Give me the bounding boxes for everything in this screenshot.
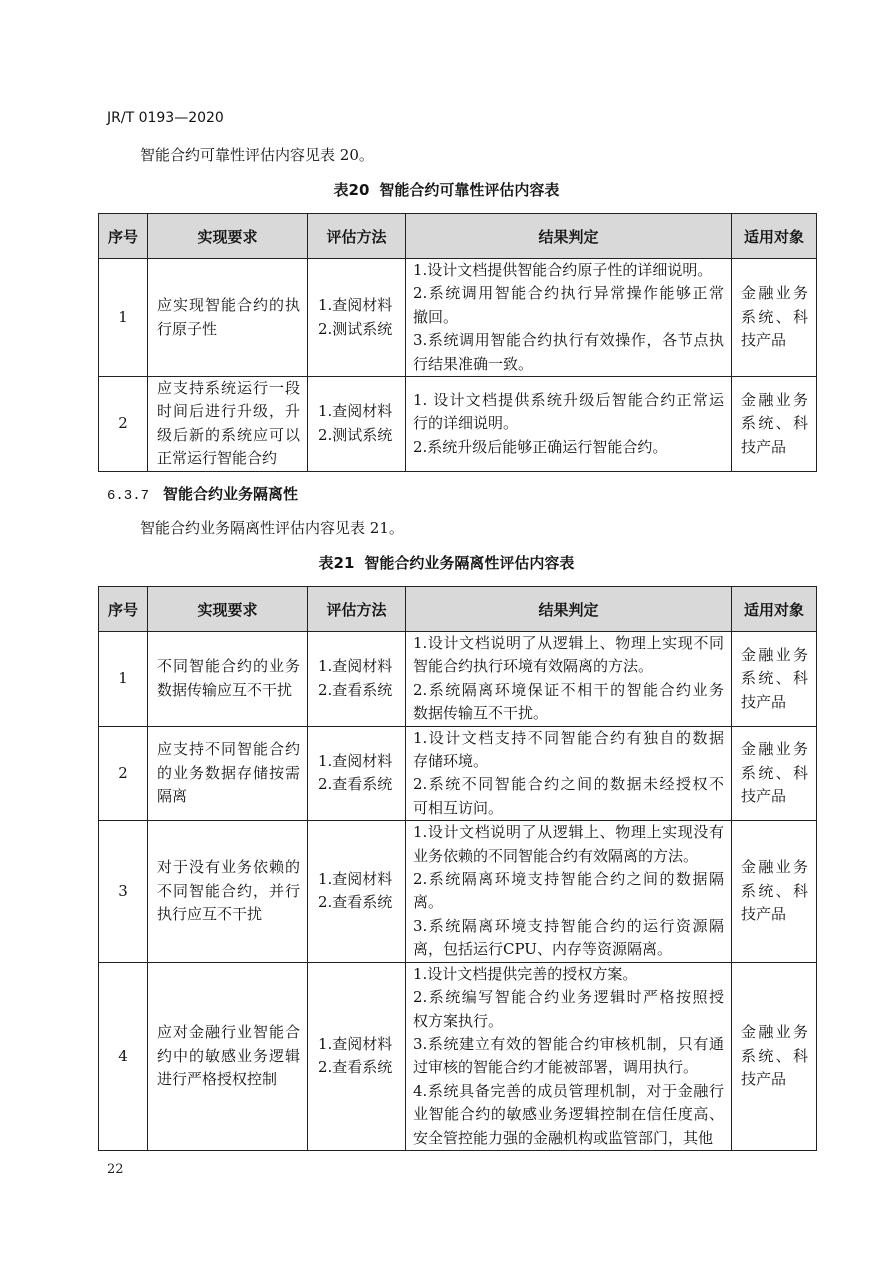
result-line: 智能合约执行环境有效隔离的方法。 [413,657,654,676]
target-line: 金融业务 [741,284,808,303]
requirement-cell [148,962,308,1150]
method-cell [308,962,406,1150]
table20-caption-label: 表20 [333,181,370,199]
table21-caption-label: 表21 [318,554,355,572]
target-line: 系统、科 [741,669,808,688]
target-cell [732,726,817,821]
result-line: 3.系统调用智能合约执行有效操作，各节点执 [413,331,724,350]
target-line: 技产品 [741,331,787,350]
table-row [99,259,817,377]
requirement-line: 约中的敏感业务逻辑 [157,1046,300,1065]
column-header-method: 评估方法 [308,587,406,632]
target-line: 系统、科 [741,414,808,433]
target-line: 技产品 [741,1070,787,1089]
requirement-line: 数据传输应互不干扰 [157,680,293,699]
requirement-line: 进行严格授权控制 [157,1070,278,1089]
result-line: 数据传输互不干扰。 [413,704,549,723]
method-line: 2.查看系统 [318,1058,393,1077]
requirement-line: 对于没有业务依赖的 [157,858,300,877]
target-cell [732,632,817,727]
section-number: 6.3.7 [107,488,150,504]
table21-isolation [98,586,817,1151]
table-row [99,726,817,821]
requirement-line: 正常运行智能合约 [157,449,278,468]
result-line: 离，包括运行CPU、内存等资源隔离。 [413,940,672,959]
requirement-line: 应对金融行业智能合 [157,1023,300,1042]
table20-caption-title: 智能合约可靠性评估内容表 [379,181,560,199]
requirement-line: 应实现智能合约的执 [157,296,300,315]
row-number: 1 [118,307,128,326]
requirement-line: 不同智能合约，并行 [157,881,300,900]
method-line: 1.查阅材料 [318,752,393,771]
result-line: 4.系统具备完善的成员管理机制，对于金融行 [413,1081,724,1100]
target-line: 金融业务 [741,645,808,664]
column-header-method: 评估方法 [308,214,406,259]
requirement-line: 级后新的系统应可以 [157,425,300,444]
column-header-requirement: 实现要求 [148,587,308,632]
target-cell [732,821,817,962]
method-line: 1.查阅材料 [318,657,393,676]
section-heading [107,483,298,507]
row-number: 2 [118,763,128,782]
result-line: 2.系统不同智能合约之间的数据未经授权不 [413,775,724,794]
column-header-result: 结果判定 [406,214,732,259]
result-line: 权方案执行。 [413,1011,504,1030]
target-line: 系统、科 [741,307,808,326]
row-number: 1 [118,669,128,688]
result-line: 业智能合约的敏感业务逻辑控制在信任度高、 [413,1105,724,1124]
column-header-requirement: 实现要求 [148,214,308,259]
target-cell [732,377,817,472]
requirement-cell [148,259,308,377]
result-line: 3.系统隔离环境支持智能合约的运行资源隔 [413,916,724,935]
method-line: 2.查看系统 [318,775,393,794]
page-number: 22 [107,1162,124,1177]
table20-reliability [98,213,817,472]
requirement-line: 不同智能合约的业务 [157,657,300,676]
table20-caption [0,179,893,201]
result-cell [406,726,732,821]
requirement-line: 执行应互不干扰 [157,905,263,924]
method-cell [308,632,406,727]
result-line: 安全管控能力强的金融机构或监管部门，其他 [413,1128,714,1147]
method-line: 2.测试系统 [318,425,393,444]
method-cell [308,726,406,821]
table-row [99,377,817,472]
result-line: 撤回。 [413,307,459,326]
method-line: 1.查阅材料 [318,402,393,421]
column-header-target: 适用对象 [732,214,817,259]
requirement-line: 应支持不同智能合约 [157,740,300,759]
requirement-line: 隔离 [157,787,188,806]
target-cell [732,259,817,377]
result-line: 1.设计文档提供完善的授权方案。 [413,964,638,983]
intro-paragraph-table20: 智能合约可靠性评估内容见表 20。 [140,146,374,164]
result-line: 2.系统隔离环境保证不相干的智能合约业务 [413,680,724,699]
result-line: 过审核的智能合约才能被部署，调用执行。 [413,1058,699,1077]
method-cell [308,259,406,377]
column-header-number: 序号 [99,587,148,632]
row-number-cell [99,726,148,821]
requirement-cell [148,726,308,821]
row-number-cell [99,632,148,727]
target-line: 系统、科 [741,763,808,782]
result-line: 离。 [413,893,444,912]
column-header-target: 适用对象 [732,587,817,632]
target-line: 系统、科 [741,1046,808,1065]
result-line: 2.系统升级后能够正确运行智能合约。 [413,437,668,456]
target-line: 金融业务 [741,1023,808,1042]
requirement-line: 行原子性 [157,319,218,338]
method-cell [308,377,406,472]
row-number-cell [99,377,148,472]
row-number-cell [99,259,148,377]
requirement-cell [148,821,308,962]
requirement-cell [148,632,308,727]
table-header-row [99,214,817,259]
target-line: 技产品 [741,787,787,806]
requirement-line: 应支持系统运行一段 [157,379,300,398]
target-line: 系统、科 [741,881,808,900]
result-line: 存储环境。 [413,752,489,771]
method-line: 1.查阅材料 [318,296,393,315]
result-cell [406,377,732,472]
row-number-cell [99,962,148,1150]
table21-caption [0,552,893,574]
method-line: 2.查看系统 [318,893,393,912]
target-cell [732,962,817,1150]
result-cell [406,259,732,377]
table-row [99,821,817,962]
target-line: 金融业务 [741,390,808,409]
method-line: 2.查看系统 [318,680,393,699]
target-line: 金融业务 [741,740,808,759]
method-line: 1.查阅材料 [318,1034,393,1053]
table-row [99,632,817,727]
result-cell [406,962,732,1150]
column-header-result: 结果判定 [406,587,732,632]
column-header-number: 序号 [99,214,148,259]
result-line: 可相互访问。 [413,798,504,817]
result-line: 1.设计文档说明了从逻辑上、物理上实现不同 [413,634,724,652]
result-line: 业务依赖的不同智能合约有效隔离的方法。 [413,846,699,865]
result-cell [406,821,732,962]
row-number: 3 [118,881,128,900]
row-number-cell [99,821,148,962]
result-line: 3.系统建立有效的智能合约审核机制，只有通 [413,1034,724,1053]
result-line: 2.系统编写智能合约业务逻辑时严格按照授 [413,988,724,1007]
result-line: 2.系统调用智能合约执行异常操作能够正常 [413,284,724,303]
method-line: 2.测试系统 [318,319,393,338]
result-line: 1. 设计文档提供系统升级后智能合约正常运 [413,390,724,409]
result-line: 1.设计文档提供智能合约原子性的详细说明。 [413,261,713,279]
row-number: 2 [118,414,128,433]
result-line: 2.系统隔离环境支持智能合约之间的数据隔 [413,870,724,889]
intro-paragraph-table21: 智能合约业务隔离性评估内容见表 21。 [140,519,404,537]
table-row [99,962,817,1150]
row-number: 4 [118,1046,128,1065]
result-line: 行结果准确一致。 [413,354,534,373]
table-header-row [99,587,817,632]
target-line: 技产品 [741,692,787,711]
result-line: 1.设计文档支持不同智能合约有独自的数据 [413,728,724,747]
target-line: 金融业务 [741,858,808,877]
table21-caption-title: 智能合约业务隔离性评估内容表 [364,554,575,572]
requirement-line: 时间后进行升级，升 [157,402,300,421]
requirement-cell [148,377,308,472]
result-line: 行的详细说明。 [413,414,519,433]
section-title: 智能合约业务隔离性 [163,485,299,503]
result-line: 1.设计文档说明了从逻辑上、物理上实现没有 [413,823,724,842]
target-line: 技产品 [741,905,787,924]
document-code: JR/T 0193—2020 [107,110,224,126]
method-cell [308,821,406,962]
requirement-line: 的业务数据存储按需 [157,763,300,782]
target-line: 技产品 [741,437,787,456]
method-line: 1.查阅材料 [318,870,393,889]
result-cell [406,632,732,727]
